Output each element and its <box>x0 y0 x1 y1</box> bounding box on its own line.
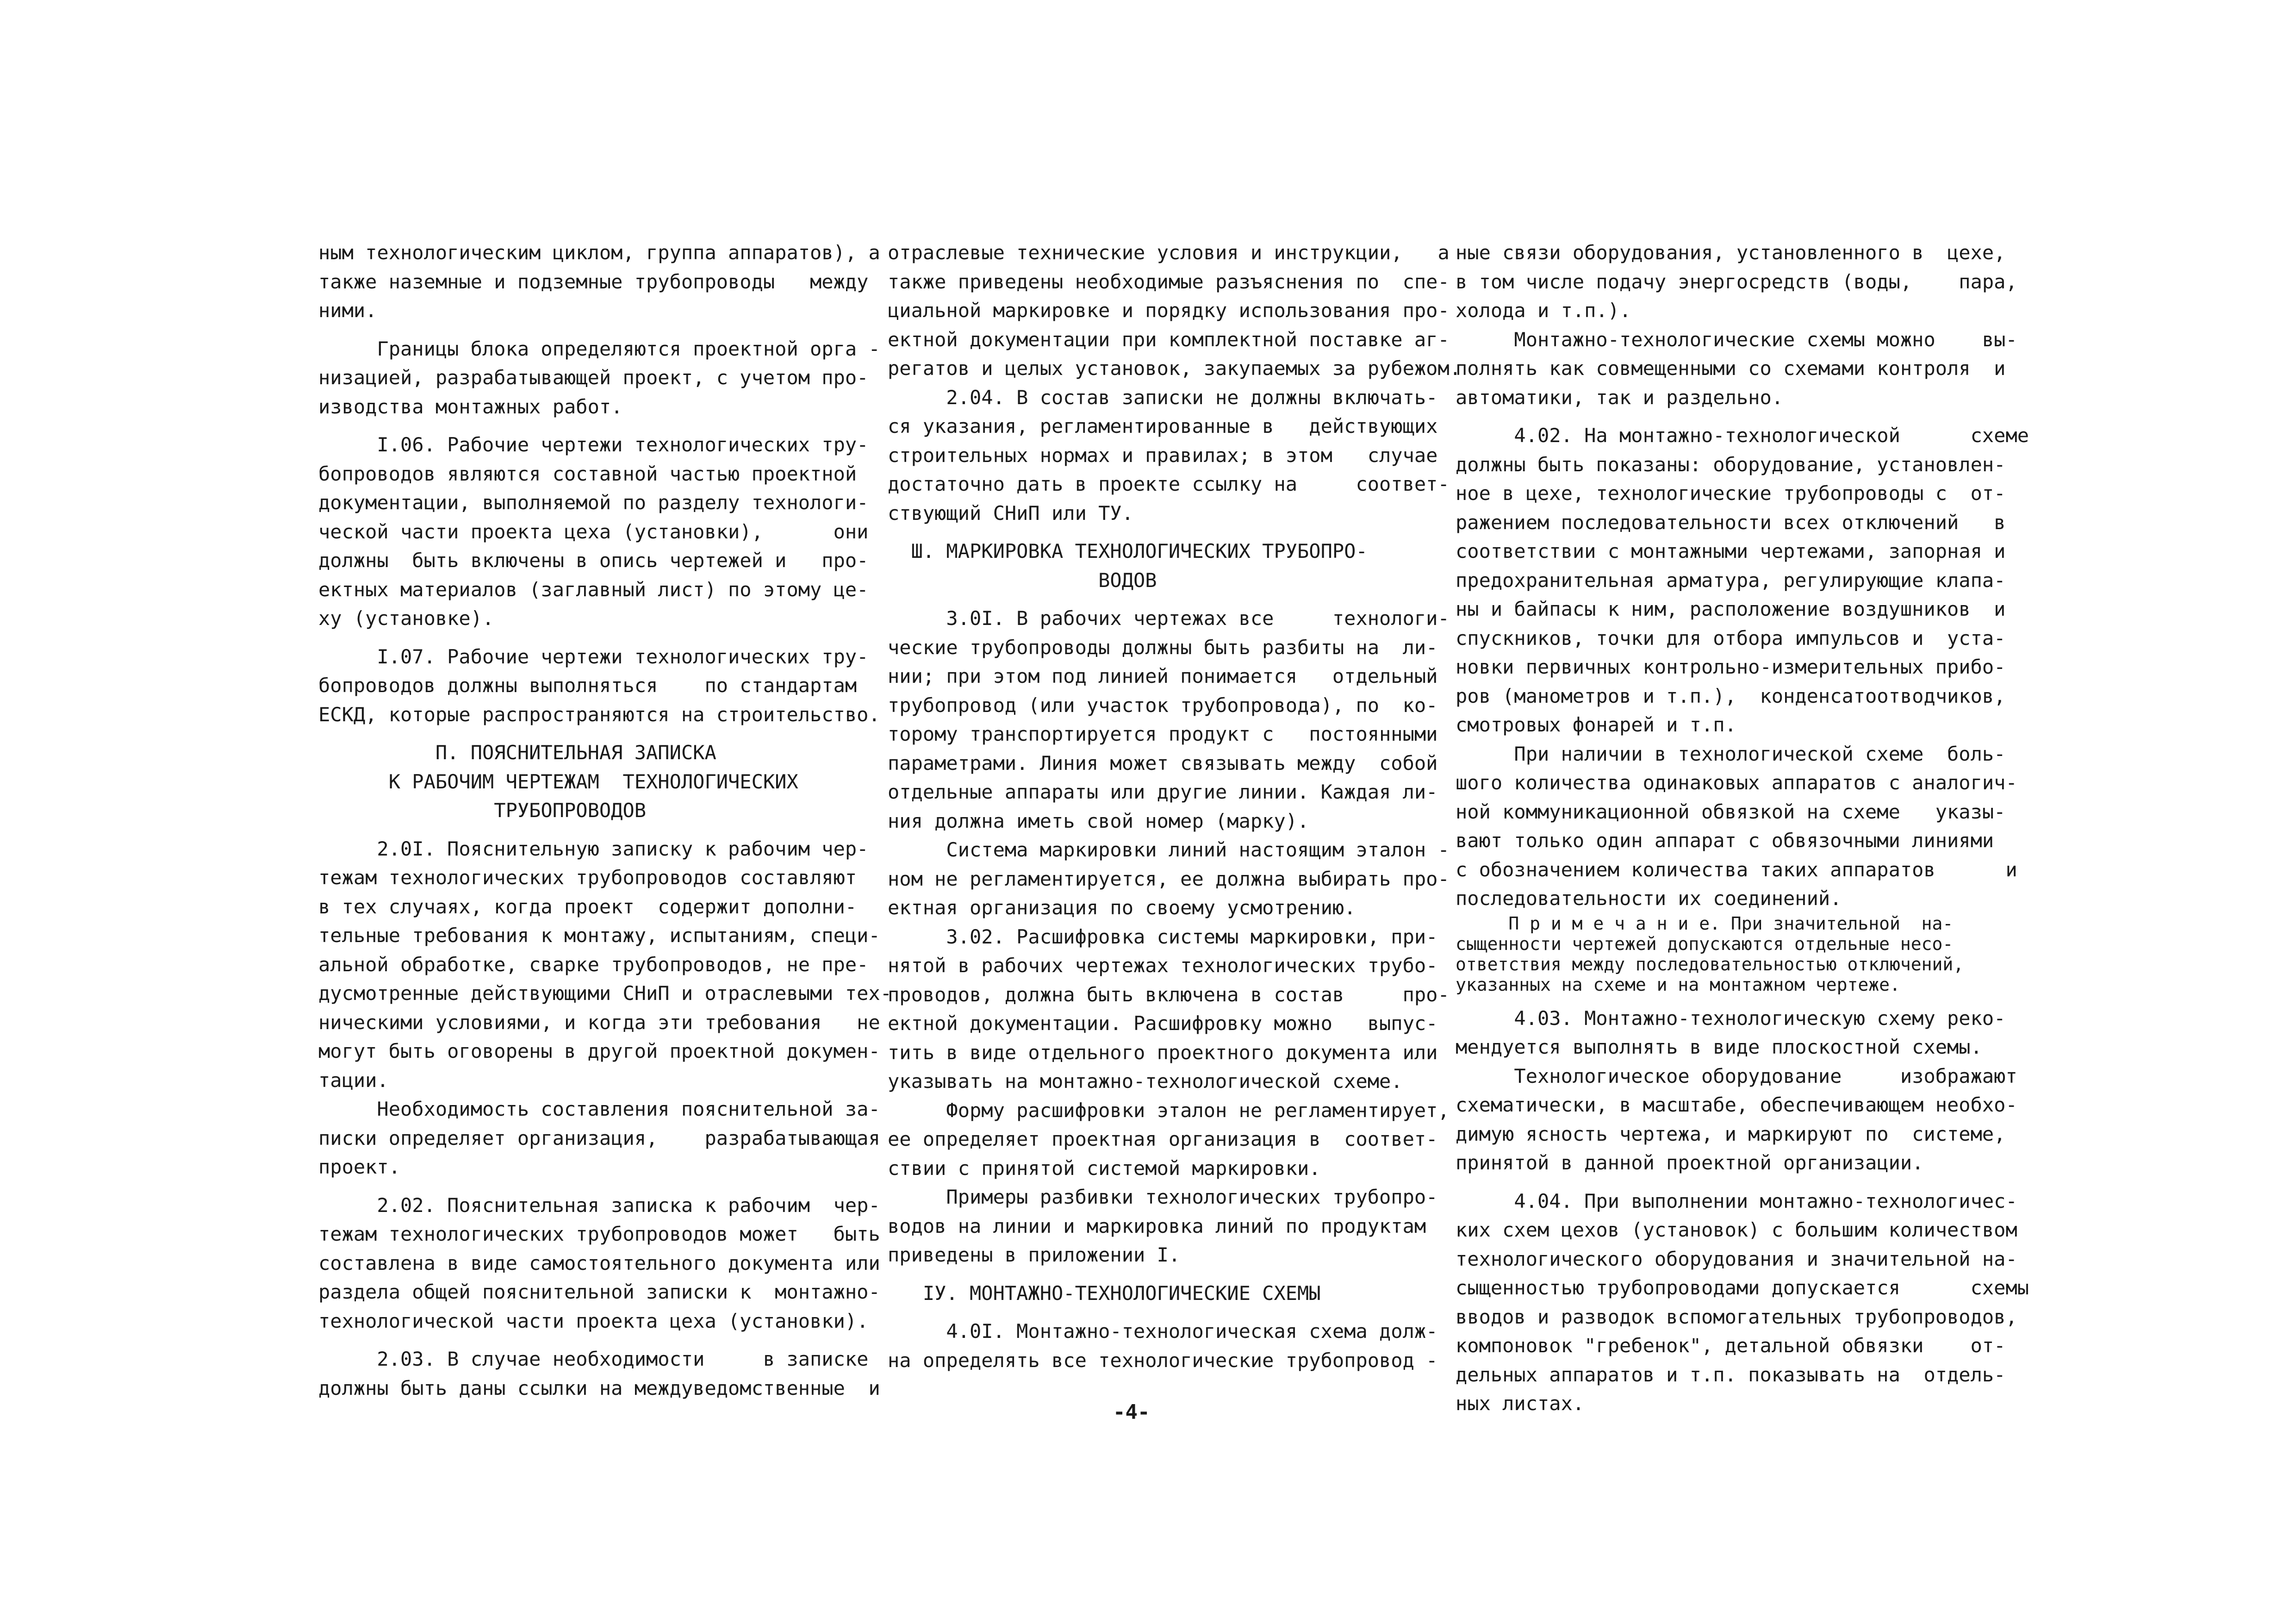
text-line: новки первичных контрольно-измерительных прибо- <box>1456 656 2006 678</box>
paragraph-gap <box>888 528 1434 537</box>
text-line: 2.02. Пояснительная записка к рабочим чер- <box>318 1193 880 1217</box>
text-line: параметрами. Линия может связывать между собой <box>888 751 1438 775</box>
text-line: 3.0I. В рабочих чертежах все технологи- <box>888 607 1450 630</box>
text-column-3 <box>1456 238 2029 1418</box>
text-line: также наземные и подземные трубопроводы между <box>318 270 869 293</box>
paragraph-gap <box>318 325 865 335</box>
text-line: ны и байпасы к ним, расположение воздушников и <box>1456 598 2006 620</box>
text-line: ров (манометров и т.п.), конденсатоотводчиков, <box>1456 684 2006 707</box>
text-column-2 <box>888 238 1462 1375</box>
text-line: ответствия между последовательностью отключений, <box>1456 954 1964 974</box>
paragraph-gap <box>1456 412 2004 421</box>
text-line: сыщенности чертежей допускаются отдельные несо- <box>1456 933 1954 954</box>
text-line: указывать на монтажно-технологической схеме. <box>888 1070 1403 1093</box>
text-line: ствующий СНиП или ТУ. <box>888 501 1134 525</box>
text-line: регатов и целых установок, закупаемых за рубежом. <box>888 357 1462 380</box>
section-4-01-continued <box>1456 238 2029 913</box>
text-line: вводов и разводок вспомогательных трубопроводов, <box>1456 1305 2017 1328</box>
text-line: 4.02. На монтажно-технологической схеме <box>1456 424 2029 447</box>
text-line: Примеры разбивки технологических трубопро- <box>888 1186 1438 1208</box>
text-line: ких схем цехов (установок) с большим количеством <box>1456 1218 2017 1241</box>
paragraph-gap <box>888 595 1434 604</box>
text-line: 2.04. В состав записки не должны включать- <box>888 386 1438 409</box>
text-line: 4.0I. Монтажно-технологическая схема долж- <box>888 1320 1438 1343</box>
section-heading-line: П. ПОЯСНИТЕЛЬНАЯ ЗАПИСКА <box>318 741 716 764</box>
text-line: ся указания, регламентированные в действующих <box>888 415 1438 437</box>
text-line: спускников, точки для отбора импульсов и уста- <box>1456 626 2006 650</box>
text-line: приведены в приложении I. <box>888 1243 1181 1266</box>
text-line: трубопровод (или участок трубопровода), по ко- <box>888 693 1438 717</box>
text-line: I.07. Рабочие чертежи технологических тру- <box>318 645 869 668</box>
text-line: также приведены необходимые разъяснения по спе- <box>888 270 1450 293</box>
section-heading-line: ВОДОВ <box>888 568 1157 592</box>
text-line: ное в цехе, технологические трубопроводы с от- <box>1456 482 2006 505</box>
text-line: смотровых фонарей и т.п. <box>1456 713 1736 736</box>
text-line: шого количества одинаковых аппаратов с аналогич- <box>1456 771 2017 794</box>
paragraph-gap <box>318 729 865 738</box>
text-line: 2.03. В случае необходимости в записке <box>318 1348 869 1370</box>
text-line: ними. <box>318 299 377 322</box>
text-line: 3.02. Расшифровка системы маркировки, при- <box>888 925 1438 948</box>
text-line: ческой части проекта цеха (установки), они <box>318 520 869 543</box>
text-line: ным технологическим циклом, группа аппаратов), а <box>318 241 880 264</box>
text-line: тежам технологических трубопроводов составляют <box>318 866 857 889</box>
text-line: проводов, должна быть включена в состав про- <box>888 983 1450 1006</box>
text-line: низацией, разрабатывающей проект, с учетом про- <box>318 366 869 389</box>
text-line: холода и т.п.). <box>1456 299 1631 322</box>
text-line: указанных на схеме и на монтажном чертеже. <box>1456 974 1900 995</box>
text-line: При наличии в технологической схеме боль- <box>1456 742 2006 765</box>
text-line: достаточно дать в проекте ссылку на соответ- <box>888 473 1450 495</box>
text-line: ной коммуникационной обвязкой на схеме указы- <box>1456 800 2006 823</box>
text-column-1 <box>318 238 892 1403</box>
text-line: Форму расшифровки эталон не регламентирует, <box>888 1099 1450 1122</box>
text-line: тежам технологических трубопроводов может быть <box>318 1223 880 1245</box>
text-line: последовательности их соединений. <box>1456 887 1842 910</box>
text-line: 2.0I. Пояснительную записку к рабочим чер- <box>318 837 869 860</box>
text-line: ее определяет проектная организация в соответ- <box>888 1128 1438 1150</box>
text-line: ническими условиями, и когда эти требования не <box>318 1011 880 1034</box>
section-heading-line: IУ. МОНТАЖНО-ТЕХНОЛОГИЧЕСКИЕ СХЕМЫ <box>888 1281 1321 1305</box>
text-line: водов на линии и маркировка линий по продуктам <box>888 1214 1426 1237</box>
text-line: торому транспортируется продукт с постоянными <box>888 723 1438 745</box>
text-line: ектных материалов (заглавный лист) по этому це- <box>318 578 869 601</box>
text-line: дельных аппаратов и т.п. показывать на отдель- <box>1456 1363 2006 1386</box>
text-line: ектной документации при комплектной поставке аг- <box>888 328 1450 351</box>
text-line: ствии с принятой системой маркировки. <box>888 1156 1321 1180</box>
text-line: сыщенностью трубопроводами допускается схемы <box>1456 1276 2029 1299</box>
text-line: ных листах. <box>1456 1392 1585 1415</box>
note-block <box>1456 913 2004 995</box>
text-line: дусмотренные действующими СНиП и отраслевыми тех- <box>318 982 892 1005</box>
text-line: технологического оборудования и значительной на- <box>1456 1247 2017 1270</box>
text-line: ектная организация по своему усмотрению. <box>888 896 1356 919</box>
text-line: принятой в данной проектной организации. <box>1456 1151 1924 1174</box>
text-line: отраслевые технические условия и инструкции, а <box>888 241 1450 264</box>
text-line: ектной документации. Расшифровку можно выпус- <box>888 1012 1438 1035</box>
text-line: тить в виде отдельного проектного документа или <box>888 1041 1438 1064</box>
text-line: технологической части проекта цеха (установки). <box>318 1309 869 1332</box>
text-line: компоновок "гребенок", детальной обвязки от- <box>1456 1334 2006 1357</box>
text-line: в тех случаях, когда проект содержит дополни- <box>318 895 857 918</box>
text-line: ном не регламентируется, ее должна выбирать про- <box>888 867 1450 890</box>
text-line: тации. <box>318 1068 389 1092</box>
section-4-03-4-04 <box>1456 1004 2029 1418</box>
text-line: Необходимость составления пояснительной за- <box>318 1098 880 1120</box>
paragraph-gap <box>888 1270 1434 1279</box>
text-line: 4.04. При выполнении монтажно-технологичес- <box>1456 1189 2017 1212</box>
text-line: бопроводов являются составной частью проектной <box>318 462 857 485</box>
text-line: ражением последовательности всех отключений в <box>1456 511 2006 534</box>
text-line: циальной маркировке и порядку использования про- <box>888 299 1450 322</box>
text-line: ху (установке). <box>318 607 494 630</box>
text-line: альной обработке, сварке трубопроводов, не пре- <box>318 953 869 976</box>
paragraph-gap <box>318 1336 865 1345</box>
section-heading-line: ТРУБОПРОВОДОВ <box>318 799 647 822</box>
text-line: П р и м е ч а н и е. При значительной на- <box>1456 913 1954 934</box>
page-number: -4- <box>1113 1400 1150 1424</box>
text-line: тельные требования к монтажу, испытаниям, специ- <box>318 924 880 947</box>
text-line: Монтажно-технологические схемы можно вы- <box>1456 328 2017 351</box>
paragraph-gap <box>1456 1178 2004 1187</box>
text-line: ния должна иметь свой номер (марку). <box>888 809 1309 832</box>
text-line: нии; при этом под линией понимается отдельный <box>888 665 1438 687</box>
text-line: бопроводов должны выполняться по стандартам <box>318 674 857 697</box>
text-line: писки определяет организация, разрабатывающая <box>318 1126 880 1149</box>
text-line: в том числе подачу энергосредств (воды, пара, <box>1456 270 2017 293</box>
text-line: Границы блока определяются проектной орга - <box>318 337 880 360</box>
section-heading-line: Ш. МАРКИРОВКА ТЕХНОЛОГИЧЕСКИХ ТРУБОПРО- <box>888 540 1368 562</box>
text-line: автоматики, так и раздельно. <box>1456 386 1784 409</box>
text-line: мендуется выполнять в виде плоскостной схемы. <box>1456 1036 1982 1058</box>
text-line: составлена в виде самостоятельного документа или <box>318 1251 880 1274</box>
text-line: на определять все технологические трубопровод - <box>888 1349 1438 1372</box>
paragraph-gap <box>318 1182 865 1191</box>
text-line: раздела общей пояснительной записки к монтажно- <box>318 1280 880 1303</box>
text-line: нятой в рабочих чертежах технологических трубо- <box>888 954 1438 977</box>
text-line: схематически, в масштабе, обеспечивающем необхо- <box>1456 1093 2017 1116</box>
text-line: с обозначением количества таких аппаратов и <box>1456 858 2017 881</box>
text-line: Технологическое оборудование изображают <box>1456 1064 2017 1087</box>
paragraph-gap <box>318 825 865 835</box>
text-line: должны быть даны ссылки на междуведомственные и <box>318 1376 880 1399</box>
text-line: ЕСКД, которые распространяются на строительство. <box>318 703 880 726</box>
paragraph-gap <box>888 1308 1434 1317</box>
text-line: должны быть показаны: оборудование, установлен- <box>1456 453 2006 476</box>
text-line: I.06. Рабочие чертежи технологических тру- <box>318 433 869 456</box>
text-line: могут быть оговорены в другой проектной докумен- <box>318 1040 880 1062</box>
text-line: документации, выполняемой по разделу технологи- <box>318 491 869 514</box>
text-line: ные связи оборудования, установленного в цехе, <box>1456 241 2006 264</box>
text-line: отдельные аппараты или другие линии. Каждая ли- <box>888 781 1438 803</box>
paragraph-gap <box>318 421 865 431</box>
text-line: соответствии с монтажными чертежами, запорная и <box>1456 540 2006 562</box>
text-line: проект. <box>318 1156 401 1178</box>
text-line: Система маркировки линий настоящим эталон - <box>888 838 1450 861</box>
text-line: должны быть включены в опись чертежей и про- <box>318 549 869 572</box>
text-line: строительных нормах и правилах; в этом случае <box>888 443 1438 467</box>
text-line: изводства монтажных работ. <box>318 395 623 418</box>
text-line: димую ясность чертежа, и маркируют по системе, <box>1456 1122 2006 1145</box>
text-line: предохранительная арматура, регулирующие клапа- <box>1456 568 2006 592</box>
paragraph-gap <box>318 633 865 643</box>
text-line: 4.03. Монтажно-технологическую схему реко- <box>1456 1006 2006 1030</box>
text-line: полнять как совмещенными со схемами контроля и <box>1456 357 2006 380</box>
text-line: вают только один аппарат с обвязочными линиями <box>1456 829 1994 852</box>
section-heading-line: К РАБОЧИМ ЧЕРТЕЖАМ ТЕХНОЛОГИЧЕСКИХ <box>318 770 798 793</box>
text-line: ческие трубопроводы должны быть разбиты на ли- <box>888 636 1438 659</box>
